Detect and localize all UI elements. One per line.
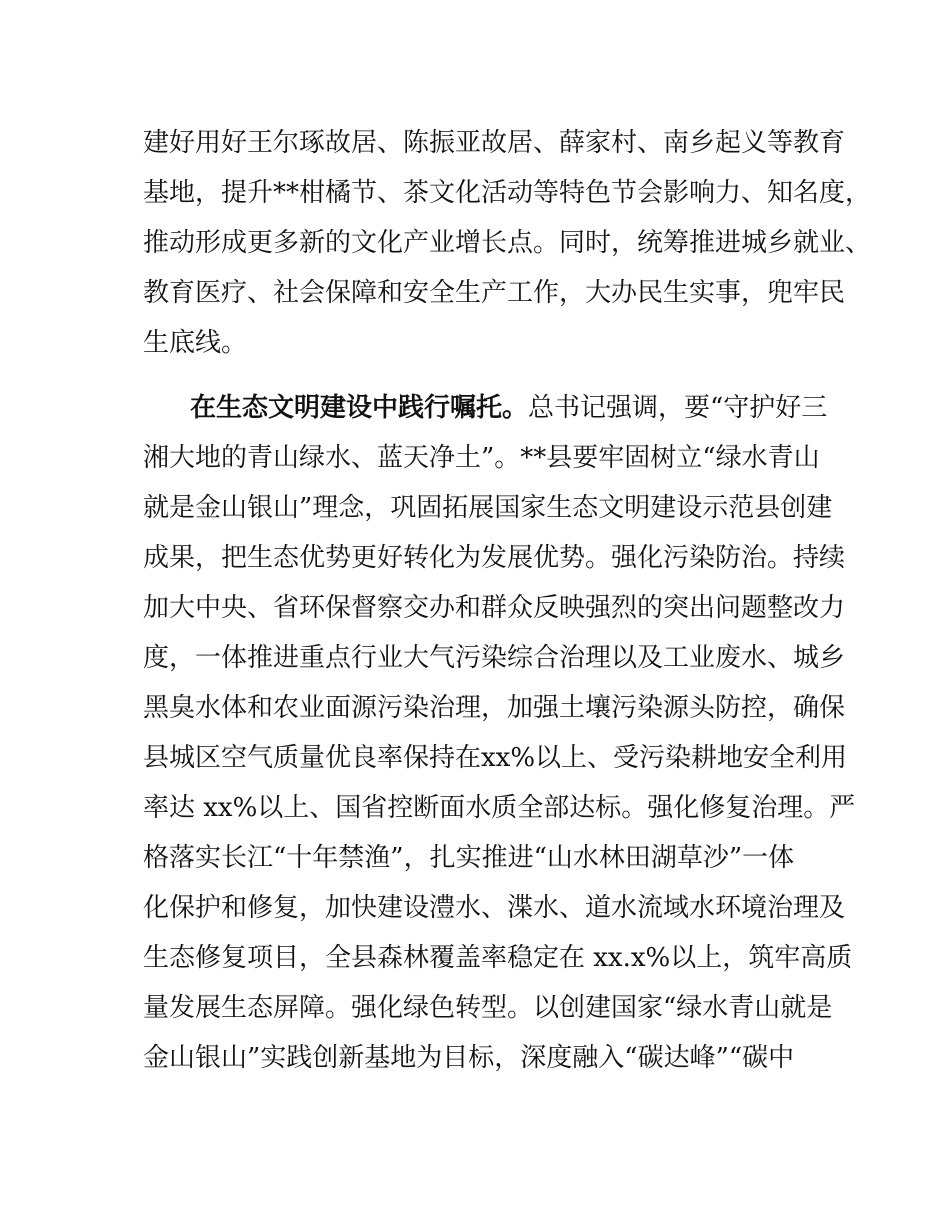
section-heading: 在生态文明建设中践行嘱托。: [190, 393, 529, 423]
paragraph-line: 推动形成更多新的文化产业增长点。同时，统筹推进城乡就业、: [143, 228, 872, 258]
paragraph-line: 生态修复项目，全县森林覆盖率稳定在 xx.x%以上，筑牢高质: [143, 943, 853, 973]
paragraph-line: 黑臭水体和农业面源污染治理，加强土壤污染源头防控，确保: [143, 693, 846, 723]
paragraph-line: 率达 xx%以上、国省控断面水质全部达标。强化修复治理。严: [143, 793, 856, 823]
paragraph-line: 湘大地的青山绿水、蓝天净土”。**县要牢固树立“绿水青山: [143, 443, 820, 473]
paragraph-line: 金山银山”实践创新基地为目标，深度融入“碳达峰”“碳中: [143, 1043, 795, 1073]
paragraph-line: 量发展生态屏障。强化绿色转型。以创建国家“绿水青山就是: [143, 993, 833, 1023]
paragraph-line: 县城区空气质量优良率保持在xx%以上、受污染耕地安全利用: [143, 743, 848, 773]
paragraph-line: 成果，把生态优势更好转化为发展优势。强化污染防治。持续: [143, 543, 846, 573]
paragraph-line: 格落实长江“十年禁渔”，扎实推进“山水林田湖草沙”一体: [143, 843, 795, 873]
paragraph-line: 就是金山银山”理念，巩固拓展国家生态文明建设示范县创建: [143, 493, 833, 523]
paragraph-first-line: [190, 388, 870, 428]
paragraph-line: 加大中央、省环保督察交办和群众反映强烈的突出问题整改力: [143, 593, 846, 623]
paragraph-line: 度，一体推进重点行业大气污染综合治理以及工业废水、城乡: [143, 643, 846, 673]
paragraph-line: 教育医疗、社会保障和安全生产工作，大办民生实事，兜牢民: [143, 278, 846, 308]
paragraph-line: 化保护和修复，加快建设澧水、渫水、道水流域水环境治理及: [143, 893, 846, 923]
paragraph-line: 基地，提升**柑橘节、茶文化活动等特色节会影响力、知名度，: [143, 178, 872, 208]
paragraph-line: 建好用好王尔琢故居、陈振亚故居、薛家村、南乡起义等教育: [143, 128, 846, 158]
paragraph-line: 生底线。: [143, 328, 248, 358]
first-line-text: 总书记强调，要“守护好三: [528, 393, 828, 423]
